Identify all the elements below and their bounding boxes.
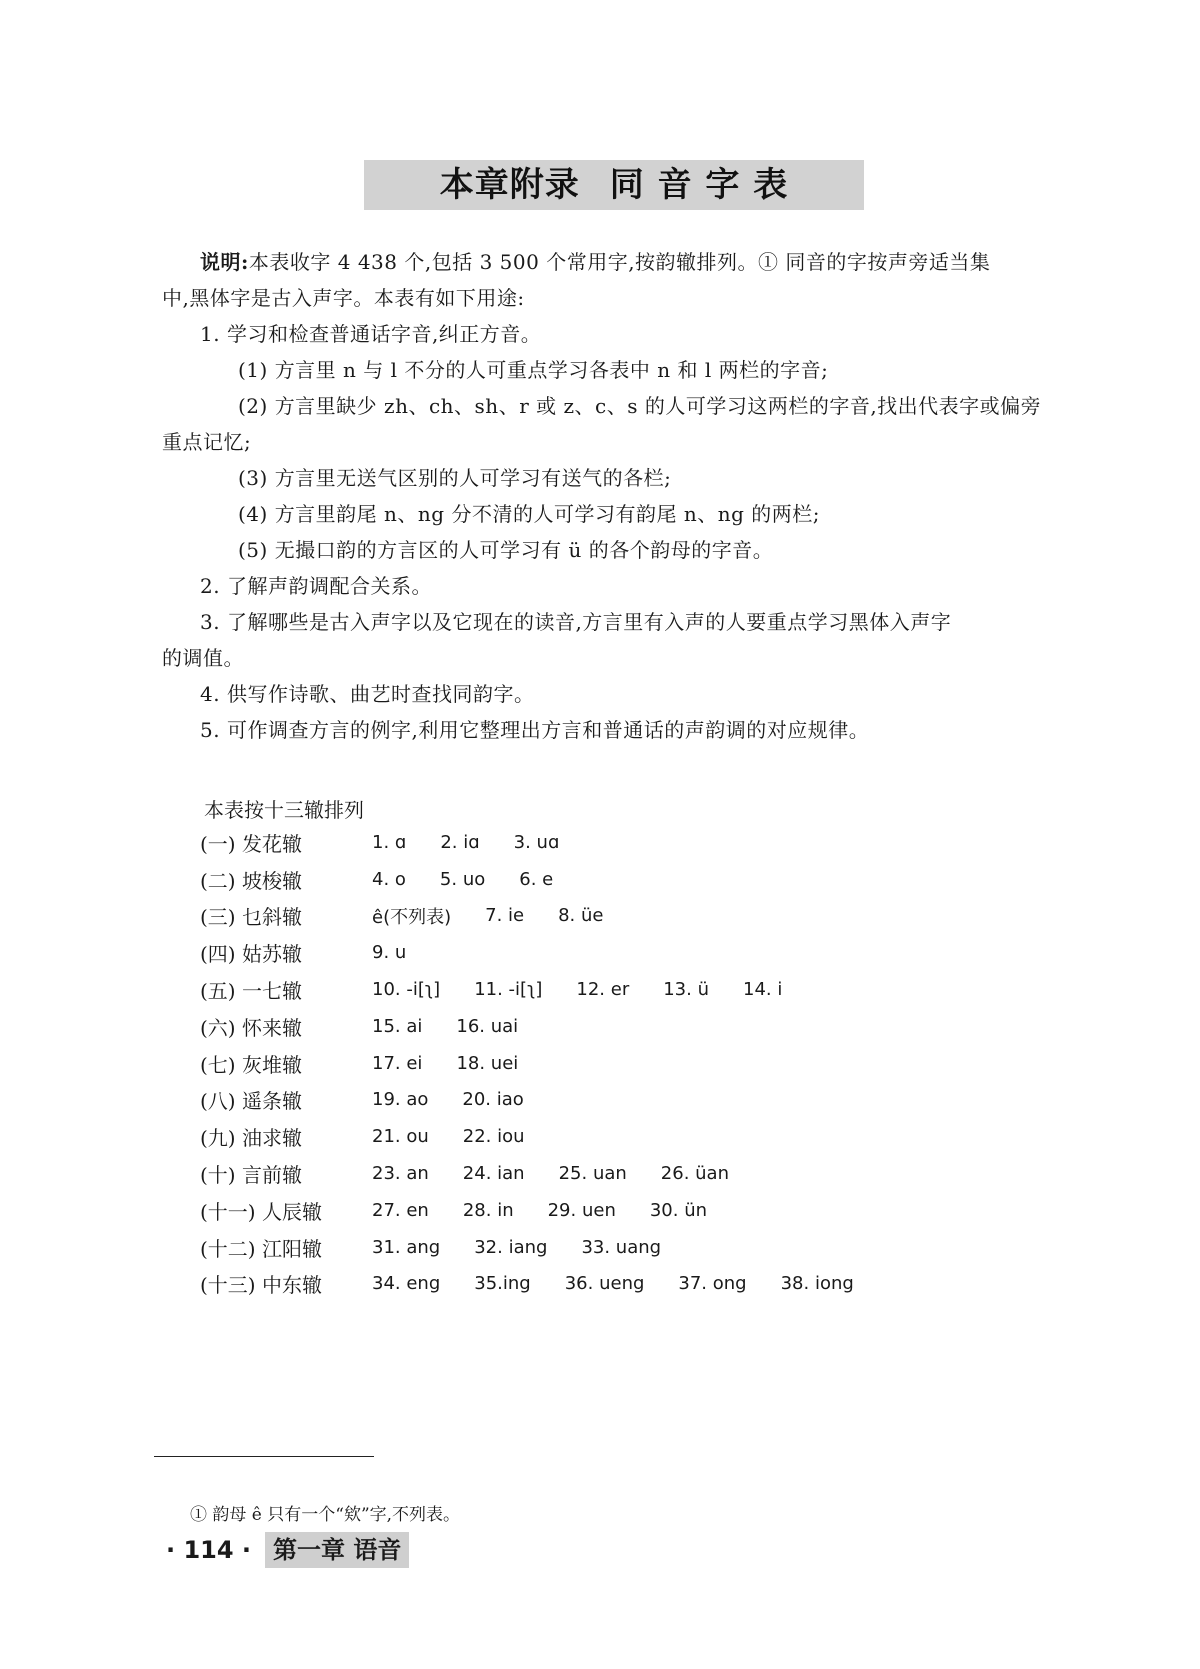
footnote-divider bbox=[154, 1456, 374, 1457]
final-item: 6. e bbox=[519, 868, 554, 890]
rhyme-row bbox=[200, 824, 1100, 861]
final-item: 8. üe bbox=[558, 905, 604, 927]
final-item: 27. en bbox=[372, 1199, 429, 1221]
rhyme-name: (十二) 江阳辙 bbox=[200, 1236, 322, 1261]
intro-section bbox=[162, 244, 1062, 748]
final-item: 32. iang bbox=[474, 1236, 548, 1258]
final-item: 16. uai bbox=[456, 1015, 519, 1037]
rhyme-name: (五) 一七辙 bbox=[200, 979, 302, 1004]
final-item: 7. ie bbox=[485, 905, 525, 927]
final-item: 1. ɑ bbox=[372, 831, 407, 853]
final-item: 38. iong bbox=[780, 1273, 854, 1295]
final-item: 34. eng bbox=[372, 1273, 441, 1295]
rhyme-name: (二) 坡梭辙 bbox=[200, 868, 302, 893]
footnote: ① 韵母 ê 只有一个“欸”字,不列表。 bbox=[190, 1505, 461, 1525]
usage-item-3: 3. 了解哪些是古入声字以及它现在的读音,方言里有入声的人要重点学习黑体入声字 bbox=[200, 610, 952, 634]
rhyme-name: (八) 遥条辙 bbox=[200, 1089, 302, 1114]
title-part1: 本章附录 bbox=[439, 165, 580, 205]
usage-sub-4: (4) 方言里韵尾 n、ng 分不清的人可学习有韵尾 n、ng 的两栏; bbox=[238, 502, 820, 526]
rhyme-name: (一) 发花辙 bbox=[200, 831, 302, 856]
final-item: 3. uɑ bbox=[513, 831, 560, 853]
final-item: 21. ou bbox=[372, 1126, 429, 1148]
page-title bbox=[364, 160, 864, 210]
final-item: 19. ao bbox=[372, 1089, 429, 1111]
final-item: 33. uang bbox=[581, 1236, 662, 1258]
final-item: 29. uen bbox=[547, 1199, 616, 1221]
final-item: 22. iou bbox=[462, 1126, 525, 1148]
final-item: 36. ueng bbox=[564, 1273, 645, 1295]
usage-item-4: 4. 供写作诗歌、曲艺时查找同韵字。 bbox=[200, 682, 535, 706]
chapter-label: 第一章 语音 bbox=[265, 1532, 409, 1568]
final-item: 12. er bbox=[576, 979, 630, 1001]
final-item: 35.ing bbox=[474, 1273, 531, 1295]
final-item: 20. iao bbox=[462, 1089, 524, 1111]
usage-item-3-cont: 的调值。 bbox=[162, 646, 244, 670]
final-item: 24. ian bbox=[462, 1163, 525, 1185]
lead-label: 说明: bbox=[200, 250, 249, 274]
page-number: · 114 · bbox=[166, 1536, 252, 1564]
final-item: 11. -i[ʅ] bbox=[474, 979, 543, 1001]
final-item: 9. u bbox=[372, 942, 407, 964]
intro-lead bbox=[162, 244, 1062, 280]
rhyme-row bbox=[200, 1229, 1100, 1266]
usage-item-1: 1. 学习和检查普通话字音,纠正方音。 bbox=[200, 322, 542, 346]
rhyme-name: (三) 乜斜辙 bbox=[200, 905, 302, 930]
final-item: ê(不列表) bbox=[372, 906, 452, 928]
final-item: 26. üan bbox=[660, 1163, 729, 1185]
rhyme-name: (十) 言前辙 bbox=[200, 1163, 302, 1188]
rhyme-name: (九) 油求辙 bbox=[200, 1126, 302, 1151]
usage-sub-5: (5) 无撮口韵的方言区的人可学习有 ü 的各个韵母的字音。 bbox=[238, 538, 774, 562]
rhyme-row bbox=[200, 1192, 1100, 1229]
final-item: 17. ei bbox=[372, 1052, 423, 1074]
rhyme-row bbox=[200, 1266, 1100, 1303]
final-item: 15. ai bbox=[372, 1015, 423, 1037]
final-item: 10. -i[ʅ] bbox=[372, 979, 441, 1001]
rhyme-name: (六) 怀来辙 bbox=[200, 1015, 302, 1040]
rhyme-row bbox=[200, 861, 1100, 898]
usage-sub-3: (3) 方言里无送气区别的人可学习有送气的各栏; bbox=[238, 466, 672, 490]
usage-sub-2-cont: 重点记忆; bbox=[162, 430, 252, 454]
final-item: 23. an bbox=[372, 1163, 429, 1185]
rhyme-row bbox=[200, 1045, 1100, 1082]
rhyme-row bbox=[200, 934, 1100, 971]
usage-sub-1: (1) 方言里 n 与 l 不分的人可重点学习各表中 n 和 l 两栏的字音; bbox=[238, 358, 829, 382]
rhyme-name: (七) 灰堆辙 bbox=[200, 1052, 302, 1077]
rhyme-row bbox=[200, 1155, 1100, 1192]
rhyme-list bbox=[200, 824, 1100, 1302]
rhyme-row bbox=[200, 898, 1100, 935]
final-item: 4. o bbox=[372, 868, 406, 890]
final-item: 2. iɑ bbox=[440, 831, 480, 853]
usage-sub-2: (2) 方言里缺少 zh、ch、sh、r 或 z、c、s 的人可学习这两栏的字音,找出代表字或偏旁 bbox=[238, 394, 1042, 418]
rhyme-name: (十一) 人辰辙 bbox=[200, 1199, 322, 1224]
lead-cont: 中,黑体字是古入声字。本表有如下用途: bbox=[162, 286, 525, 310]
rhyme-row bbox=[200, 971, 1100, 1008]
final-item: 5. uo bbox=[439, 868, 486, 890]
final-item: 37. ong bbox=[678, 1273, 747, 1295]
usage-item-5: 5. 可作调查方言的例字,利用它整理出方言和普通话的声韵调的对应规律。 bbox=[200, 718, 870, 742]
final-item: 13. ü bbox=[663, 979, 709, 1001]
rhyme-row bbox=[200, 1082, 1100, 1119]
rhyme-name: (四) 姑苏辙 bbox=[200, 942, 302, 967]
final-item: 30. ün bbox=[649, 1199, 708, 1221]
lead-text: 本表收字 4 438 个,包括 3 500 个常用字,按韵辙排列。① 同音的字按声旁适当集 bbox=[248, 250, 991, 274]
final-item: 14. i bbox=[743, 979, 783, 1001]
rhyme-name: (十三) 中东辙 bbox=[200, 1273, 322, 1298]
page-footer bbox=[166, 1530, 409, 1570]
final-item: 18. uei bbox=[456, 1052, 519, 1074]
rhyme-row bbox=[200, 1118, 1100, 1155]
rhyme-row bbox=[200, 1008, 1100, 1045]
final-item: 25. uan bbox=[558, 1163, 627, 1185]
usage-item-2: 2. 了解声韵调配合关系。 bbox=[200, 574, 432, 598]
final-item: 31. ang bbox=[372, 1236, 441, 1258]
table-title: 本表按十三辙排列 bbox=[204, 798, 364, 822]
title-part2: 同 音 字 表 bbox=[609, 165, 789, 205]
final-item: 28. in bbox=[462, 1199, 514, 1221]
